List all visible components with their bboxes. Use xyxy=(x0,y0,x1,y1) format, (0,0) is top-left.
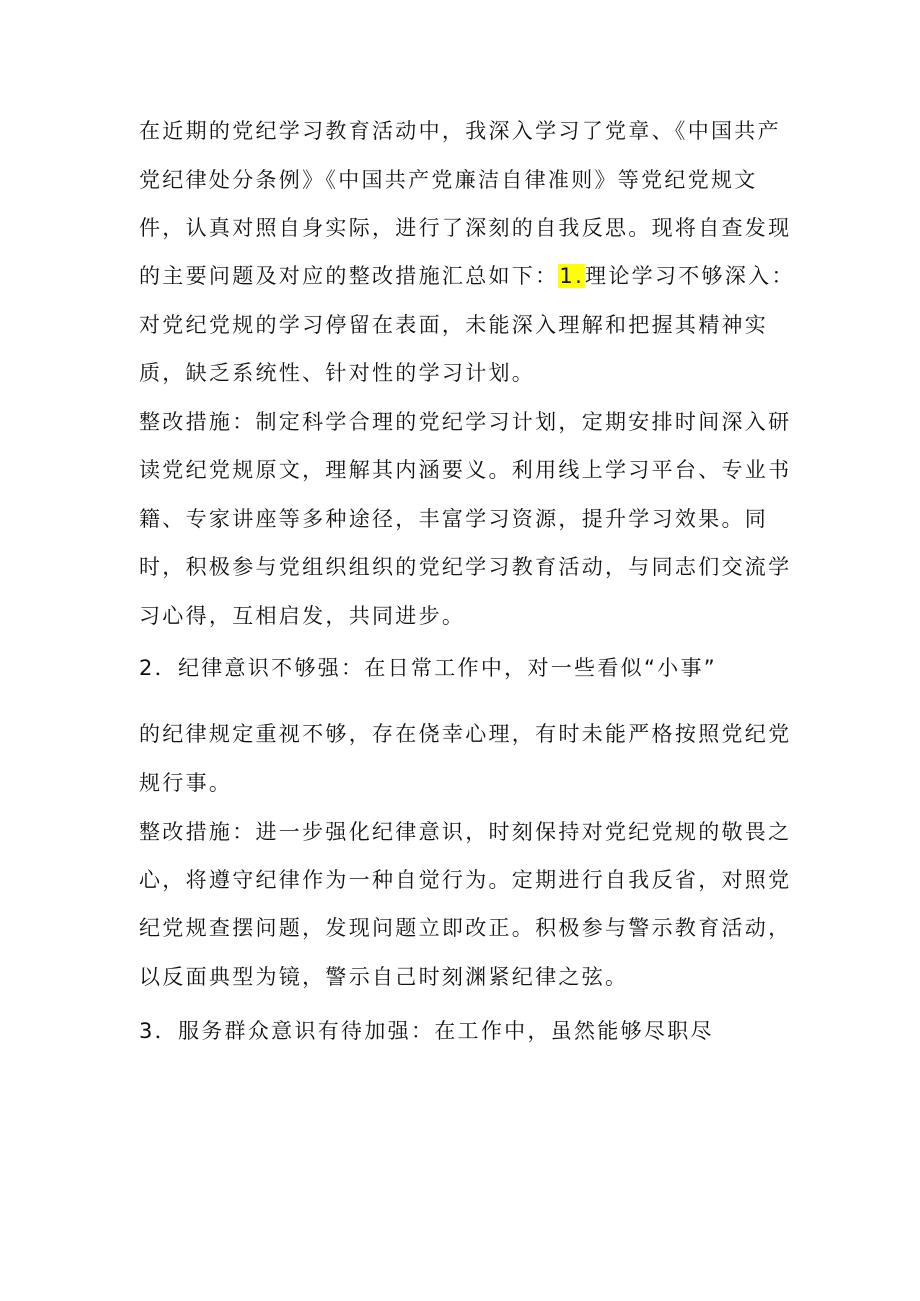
line-text: 理论学习不够深入： xyxy=(585,264,795,288)
paragraph-line: 读党纪党规原文，理解其内涵要义。利用线上学习平台、专业书 xyxy=(139,458,792,482)
paragraph-line: 心，将遵守纪律作为一种自觉行为。定期进行自我反省，对照党 xyxy=(139,868,792,892)
paragraph-line: 对党纪党规的学习停留在表面，未能深入理解和把握其精神实 xyxy=(139,313,769,337)
paragraph-line: 在近期的党纪学习教育活动中，我深入学习了党章、《中国共产 xyxy=(139,119,781,143)
paragraph-line: 规行事。 xyxy=(139,771,233,795)
highlighted-list-number: 1. xyxy=(559,264,585,288)
paragraph-line: 以反面典型为镜，警示自己时刻渊紧纪律之弦。 xyxy=(139,965,629,989)
paragraph-line: 3．服务群众意识有待加强：在工作中，虽然能够尽职尽 xyxy=(139,1019,714,1043)
paragraph-line: 的纪律规定重视不够，存在侥幸心理，有时未能严格按照党纪党 xyxy=(139,722,792,746)
line-text: 的主要问题及对应的整改措施汇总如下： xyxy=(139,264,559,288)
paragraph-line: 时，积极参与党组织组织的党纪学习教育活动，与同志们交流学 xyxy=(139,555,792,579)
paragraph-line: 整改措施：制定科学合理的党纪学习计划，定期安排时间深入研 xyxy=(139,410,792,434)
paragraph-line: 质，缺乏系统性、针对性的学习计划。 xyxy=(139,361,536,385)
paragraph-line: 整改措施：进一步强化纪律意识，时刻保持对党纪党规的敬畏之 xyxy=(139,820,792,844)
paragraph-line: 习心得，互相启发，共同进步。 xyxy=(139,604,466,628)
paragraph-line: 纪党规查摆问题，发现问题立即改正。积极参与警示教育活动， xyxy=(139,916,792,940)
paragraph-line: 党纪律处分条例》《中国共产党廉洁自律准则》等党纪党规文 xyxy=(139,168,758,192)
paragraph-line: 2．纪律意识不够强：在日常工作中，对一些看似“小事” xyxy=(139,656,717,680)
paragraph-line: 籍、专家讲座等多种途径，丰富学习资源，提升学习效果。同 xyxy=(139,507,769,531)
paragraph-line xyxy=(139,262,795,290)
paragraph-line: 件，认真对照自身实际，进行了深刻的自我反思。现将自查发现 xyxy=(139,216,792,240)
